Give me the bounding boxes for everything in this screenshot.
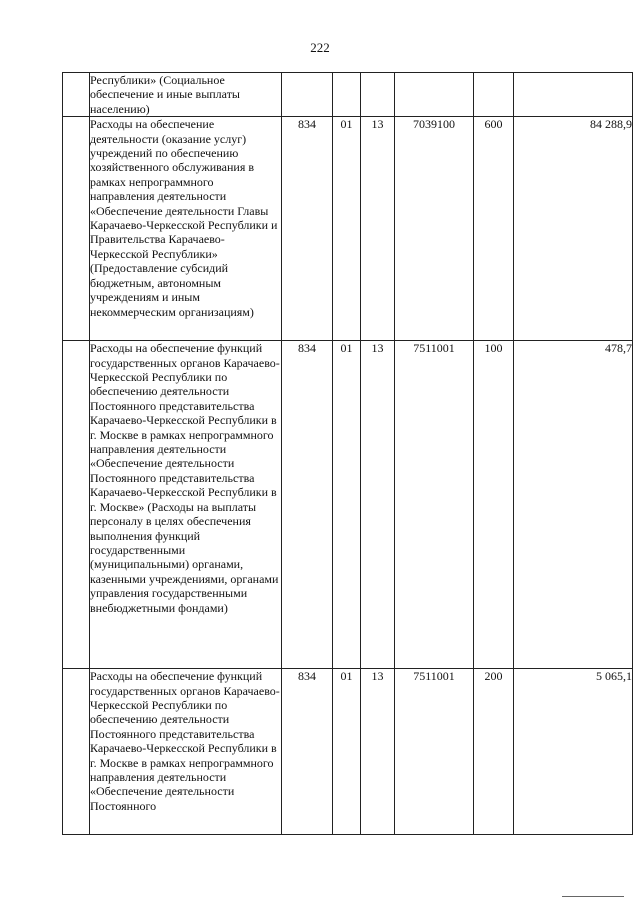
grbs-code-cell: 834 [282,669,333,835]
row-number-cell [63,669,90,835]
section-code-cell [333,73,361,117]
section-code-cell: 01 [333,117,361,341]
page-number: 222 [310,40,330,55]
subsection-code-cell [361,73,395,117]
grbs-code-cell: 834 [282,117,333,341]
expense-type-cell: 200 [474,669,514,835]
target-article-cell: 7511001 [395,341,474,669]
target-article-cell: 7039100 [395,117,474,341]
expense-name-cell: Расходы на обеспечение функций государственных органов Карачаево-Черкесской Республики по обеспечению деятельности Постоянного представительства Карачаево-Черкесской Республики в г. Москве в рамках непрограммного направления деятельности «Обеспечение деятельности Постоянного представительства Карачаево-Черкесской Республики в г. Москве» (Расходы на выплаты персоналу в целях обеспечения выполнения функций государственными (муниципальными) органами, казенными учреждениями, органами управления государственными внебюджетными фондами) [90,341,282,669]
expense-type-cell: 600 [474,117,514,341]
grbs-code-cell: 834 [282,341,333,669]
section-code-cell: 01 [333,669,361,835]
row-number-cell [63,341,90,669]
scan-edge-line [562,896,624,897]
expense-name-cell: Расходы на обеспечение деятельности (оказание услуг) учреждений по обеспечению хозяйственного обслуживания в рамках непрограммного направления деятельности «Обеспечение деятельности Главы Карачаево-Черкесской Республики и Правительства Карачаево-Черкесской Республики» (Предоставление субсидий бюджетным, автономным учреждениям и иным некоммерческим организациям) [90,117,282,341]
target-article-cell: 7511001 [395,669,474,835]
table-row [63,341,633,669]
table-row [63,117,633,341]
budget-table [62,72,633,835]
expense-name-cell: Расходы на обеспечение функций государственных органов Карачаево-Черкесской Республики по обеспечению деятельности Постоянного представительства Карачаево-Черкесской Республики в г. Москве в рамках непрограммного направления деятельности «Обеспечение деятельности Постоянного [90,669,282,835]
subsection-code-cell: 13 [361,669,395,835]
amount-cell: 478,7 [514,341,633,669]
expense-name-cell: Республики» (Социальное обеспечение и иные выплаты населению) [90,73,282,117]
expense-type-cell: 100 [474,341,514,669]
subsection-code-cell: 13 [361,117,395,341]
section-code-cell: 01 [333,341,361,669]
grbs-code-cell [282,73,333,117]
amount-cell: 5 065,1 [514,669,633,835]
subsection-code-cell: 13 [361,341,395,669]
amount-cell [514,73,633,117]
expense-type-cell [474,73,514,117]
row-number-cell [63,73,90,117]
target-article-cell [395,73,474,117]
table-row [63,669,633,835]
row-number-cell [63,117,90,341]
amount-cell: 84 288,9 [514,117,633,341]
table-row [63,73,633,117]
